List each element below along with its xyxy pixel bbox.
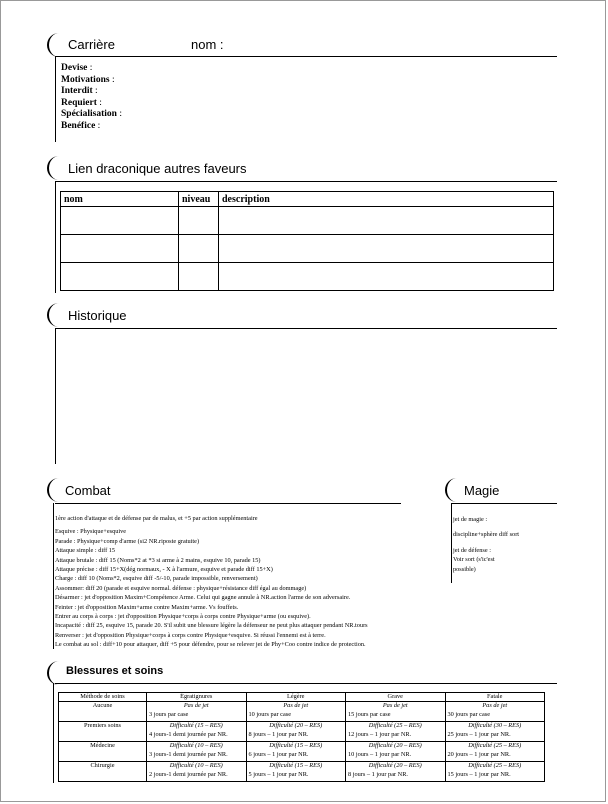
- table-row: [61, 207, 554, 235]
- blessures-difficulty: Difficulté (20 – RES): [269, 722, 323, 729]
- blessures-difficulty: Difficulté (30 – RES): [468, 722, 522, 729]
- combat-rules-text: [55, 514, 368, 650]
- blessures-duration: 5 jours – 1 jour par NR.: [248, 770, 309, 778]
- blessures-cell: [147, 742, 247, 762]
- historique-rule: [55, 328, 557, 329]
- blessures-duration: 8 jours – 1 jour par NR.: [348, 770, 408, 778]
- blessures-duration: 15 jours – 1 jour par NR.: [447, 770, 511, 778]
- lien-cell[interactable]: [219, 207, 554, 235]
- table-row: [59, 742, 545, 762]
- combat-rule-line: Attaque brutale : diff 15 (Noms*2 at *3 si arme à 2 mains, esquive 10, parade 15): [55, 556, 261, 564]
- magie-rule: [451, 503, 557, 504]
- blessures-difficulty: Pas de jet: [183, 702, 209, 709]
- carriere-field[interactable]: [61, 121, 122, 133]
- blessures-title: Blessures et soins: [66, 665, 164, 677]
- blessures-difficulty: Pas de jet: [283, 702, 309, 709]
- magie-title: Magie: [464, 483, 500, 498]
- blessures-cell: [445, 722, 545, 742]
- lien-cell[interactable]: [179, 207, 219, 235]
- carriere-field-sep: :: [116, 109, 122, 120]
- combat-rule-line: Assommer: diff 20 (parade et esquive normal. défense : physique+résistance diff égal au dommage): [55, 584, 307, 592]
- blessures-difficulty: Difficulté (20 – RES): [368, 762, 422, 769]
- blessures-cell: [246, 762, 346, 782]
- lien-cell[interactable]: [179, 235, 219, 263]
- crescent-moon-icon: [445, 477, 461, 503]
- crescent-moon-icon: [47, 32, 63, 58]
- carriere-field-label: Benéfice: [61, 120, 96, 131]
- carriere-field-sep: :: [109, 74, 115, 85]
- table-row: [59, 702, 545, 722]
- combat-rule-line: Parade : Physique+comp d'arme (si2 NR.riposte gratuite): [55, 537, 200, 545]
- carriere-field-sep: :: [87, 63, 93, 73]
- blessures-method: Médecine: [59, 742, 147, 762]
- blessures-duration: 6 jours – 1 jour par NR.: [248, 750, 309, 758]
- crescent-moon-icon: [47, 155, 63, 181]
- magie-vline: [451, 503, 452, 583]
- lien-cell[interactable]: [61, 207, 179, 235]
- carriere-field-label: Devise: [61, 63, 88, 73]
- carriere-vline: [55, 56, 56, 142]
- blessures-header: Légère: [246, 693, 346, 702]
- blessures-cell: [147, 702, 247, 722]
- blessures-cell: [246, 742, 346, 762]
- lien-cell[interactable]: [61, 263, 179, 291]
- carriere-field[interactable]: [61, 86, 122, 98]
- carriere-field-label: Interdit: [61, 86, 93, 97]
- blessures-table: [58, 692, 545, 782]
- blessures-cell: [346, 742, 446, 762]
- magie-rule-line: possible): [453, 565, 476, 573]
- blessures-cell: [246, 702, 346, 722]
- carriere-field-sep: :: [95, 120, 101, 131]
- blessures-duration: 4 jours-1 demi journée par NR.: [149, 730, 228, 738]
- crescent-moon-icon: [47, 477, 63, 503]
- carriere-rule: [55, 56, 557, 57]
- combat-rule-line: Renverser : jet d'opposition Physique+corps à corps contre Physique+esquive. Si réussi l'ennemi est à terre.: [55, 631, 326, 639]
- combat-rule-line: Esquive : Physique+esquive: [55, 528, 127, 536]
- carriere-field[interactable]: [61, 109, 122, 121]
- blessures-cell: [147, 722, 247, 742]
- blessures-cell: [246, 722, 346, 742]
- blessures-difficulty: Difficulté (15 – RES): [169, 722, 223, 729]
- carriere-field-sep: :: [92, 86, 98, 97]
- blessures-difficulty: Difficulté (15 – RES): [269, 762, 323, 769]
- blessures-cell: [147, 762, 247, 782]
- lien-header-niveau: niveau: [179, 192, 219, 207]
- blessures-vline: [53, 683, 54, 783]
- combat-rule-line: Charge : diff 10 (Noms*2, esquive diff -5/-10, parade impossible, renversement): [55, 575, 258, 583]
- blessures-cell: [445, 742, 545, 762]
- blessures-cell: [445, 702, 545, 722]
- combat-rule-line: Entrer au corps à corps : jet d'opposition Physique+corps à corps contre Physique+arme (ou esquive).: [55, 613, 311, 621]
- blessures-duration: 30 jours par case: [447, 710, 490, 718]
- crescent-moon-icon: [47, 302, 63, 328]
- blessures-difficulty: Pas de jet: [482, 702, 508, 709]
- blessures-difficulty: Difficulté (25 – RES): [368, 722, 422, 729]
- carriere-field[interactable]: [61, 98, 122, 110]
- combat-vline: [53, 503, 54, 649]
- carriere-field-label: Spécialisation: [61, 109, 117, 120]
- blessures-header: Grave: [346, 693, 446, 702]
- lien-cell[interactable]: [219, 235, 554, 263]
- combat-title: Combat: [65, 483, 111, 498]
- blessures-difficulty: Difficulté (25 – RES): [468, 762, 522, 769]
- blessures-difficulty: Difficulté (20 – RES): [368, 742, 422, 749]
- carriere-field[interactable]: [61, 75, 122, 87]
- lien-title: Lien draconique autres faveurs: [68, 161, 247, 176]
- blessures-difficulty: Pas de jet: [382, 702, 408, 709]
- blessures-duration: 3 jours-1 demi journée par NR.: [149, 750, 228, 758]
- lien-cell[interactable]: [61, 235, 179, 263]
- lien-vline: [55, 181, 56, 293]
- blessures-method: Premiers soins: [59, 722, 147, 742]
- carriere-field-label: Requiert: [61, 97, 97, 108]
- lien-rule: [55, 181, 557, 182]
- combat-rule-line: Feinter : jet d'opposition Maxim+arme contre Maxim+arme. Vs fouffets.: [55, 603, 239, 611]
- blessures-difficulty: Difficulté (15 – RES): [269, 742, 323, 749]
- blessures-cell: [445, 762, 545, 782]
- blessures-difficulty: Difficulté (10 – RES): [169, 762, 223, 769]
- lien-table: [60, 191, 554, 291]
- lien-cell[interactable]: [219, 263, 554, 291]
- blessures-duration: 25 jours – 1 jour par NR.: [447, 730, 511, 738]
- carriere-title: Carrière: [68, 37, 115, 52]
- carriere-field-label: Motivations: [61, 74, 110, 85]
- blessures-header: Fatale: [445, 693, 545, 702]
- blessures-duration: 10 jours – 1 jour par NR.: [348, 750, 412, 758]
- combat-rule-line: Attaque simple : diff 15: [55, 547, 116, 555]
- carriere-fields: [61, 63, 122, 133]
- blessures-duration: 8 jours – 1 jour par NR.: [248, 730, 309, 738]
- magie-rules-text: [453, 515, 519, 574]
- blessures-cell: [346, 762, 446, 782]
- magie-rule-line: Voir sort (s'ic'est: [453, 556, 495, 564]
- lien-header-description: description: [219, 192, 554, 207]
- blessures-duration: 10 jours par case: [248, 710, 291, 718]
- blessures-header: Égratignures: [147, 693, 247, 702]
- lien-cell[interactable]: [179, 263, 219, 291]
- blessures-difficulty: Difficulté (10 – RES): [169, 742, 223, 749]
- blessures-duration: 3 jours par case: [149, 710, 189, 718]
- table-row: [59, 762, 545, 782]
- blessures-cell: [346, 722, 446, 742]
- combat-rule-line: Attaque précise : diff 15+X(dég normaux, - X à l'armure, esquive et parade diff 15+X): [55, 566, 273, 574]
- table-row: [61, 263, 554, 291]
- magie-rule-line: jet de magie :: [453, 516, 488, 523]
- blessures-header: Méthode de soins: [59, 693, 147, 702]
- blessures-duration: 12 jours – 1 jour par NR.: [348, 730, 412, 738]
- table-row: [61, 235, 554, 263]
- magie-rule-line: discipline+sphère diff sort: [453, 531, 520, 539]
- combat-rule-line: Incapacité : diff 25, esquive 15, parade 20. S'il subit une blessure légère la défenseur ne peut plus attaquer pendant NR.tours: [55, 622, 368, 630]
- carriere-field[interactable]: [61, 63, 122, 75]
- nom-label: nom :: [191, 37, 224, 52]
- blessures-rule: [55, 683, 557, 684]
- blessures-duration: 15 jours par case: [348, 710, 391, 718]
- combat-rule: [55, 503, 401, 504]
- combat-rule-line: Le combat au sol : diff+10 pour attaquer, diff +5 pour défendre, pour se relever jet de Phy+Coo contre indice de protection.: [55, 641, 366, 649]
- blessures-method: Aucune: [59, 702, 147, 722]
- lien-header-nom: nom: [61, 192, 179, 207]
- blessures-cell: [346, 702, 446, 722]
- combat-rule-line: Désarmer : jet d'opposition Maxim+Compétence Arme. Celui qui gagne annule à NR.action l'arme de son adversaire.: [55, 594, 351, 602]
- historique-title: Historique: [68, 308, 127, 323]
- table-row: [59, 722, 545, 742]
- blessures-method: Chirurgie: [59, 762, 147, 782]
- blessures-duration: 20 jours – 1 jour par NR.: [447, 750, 511, 758]
- blessures-difficulty: Difficulté (25 – RES): [468, 742, 522, 749]
- combat-rule-line: 1ère action d'attaque et de défense par de malus, et +5 par action supplémentaire: [55, 515, 258, 522]
- historique-vline: [55, 328, 56, 464]
- magie-rule-line: jet de défense :: [453, 546, 491, 554]
- blessures-duration: 2 jours-1 demi journée par NR.: [149, 770, 228, 778]
- carriere-field-sep: :: [96, 97, 102, 108]
